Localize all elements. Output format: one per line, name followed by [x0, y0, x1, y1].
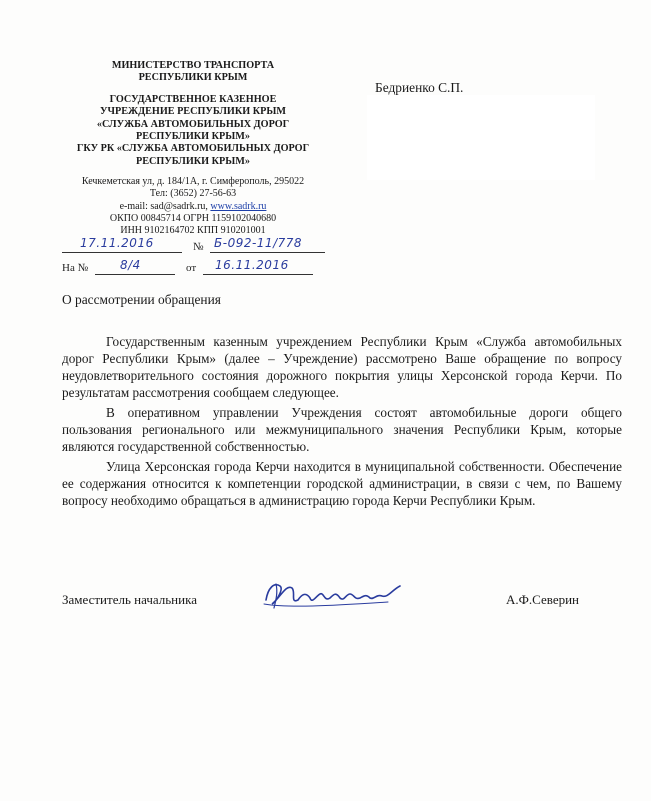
body-paragraph-3: Улица Херсонская города Керчи находится в муниципальной собственности. Обеспечение ее содержания относится к компетенции городской администрации, в связи с чем, по Вашему вопросу необходимо обращаться в администрацию города Керчи Республики Крым. [62, 459, 622, 508]
reply-to-label: На № [62, 262, 89, 274]
from-label: от [186, 262, 197, 274]
body-paragraph-1: Государственным казенным учреждением Республики Крым «Служба автомобильных дорог Республики Крым» (далее – Учреждение) рассмотрено Ваше обращение по вопросу неудовлетворительного состояния дорожного покрытия улицы Херсонской города Керчи. По результатам рассмотрения сообщаем следующее. [62, 334, 622, 400]
redacted-address [367, 95, 595, 180]
reply-date: 16.11.2016 [215, 258, 289, 272]
ministry-line-2: РЕСПУБЛИКИ КРЫМ [138, 72, 248, 84]
address: Кечкеметская ул, д. 184/1А, г. Симферополь, 295022 [81, 176, 305, 188]
okpo-ogrn: ОКПО 00845714 ОГРН 1159102040680 [109, 212, 277, 224]
org-line-4: РЕСПУБЛИКИ КРЫМ» [136, 131, 250, 143]
recipient-name: Бедриенко С.П. [375, 80, 464, 95]
outgoing-date: 17.11.2016 [80, 236, 154, 250]
email: e-mail: sad@sadrk.ru, [119, 200, 208, 212]
short-name-line-2: РЕСПУБЛИКИ КРЫМ» [136, 155, 250, 167]
handwritten-signature [258, 574, 408, 614]
org-line-1: ГОСУДАРСТВЕННОЕ КАЗЕННОЕ [109, 93, 277, 105]
subject-line: О рассмотрении обращения [62, 292, 221, 307]
website-link[interactable]: www.sadrk.ru [210, 200, 267, 212]
inn-kpp: ИНН 9102164702 КПП 910201001 [120, 225, 266, 237]
body-paragraph-2: В оперативном управлении Учреждения состоят автомобильные дороги общего пользования регионального или межмуниципального значения Республики Крым, которые являются государственной собственностью. [62, 405, 622, 454]
reply-to-number: 8/4 [120, 258, 141, 272]
org-line-2: УЧРЕЖДЕНИЕ РЕСПУБЛИКИ КРЫМ [100, 106, 286, 118]
number-label: № [193, 241, 204, 253]
org-line-3: «СЛУЖБА АВТОМОБИЛЬНЫХ ДОРОГ [96, 118, 290, 130]
short-name-line-1: ГКУ РК «СЛУЖБА АВТОМОБИЛЬНЫХ ДОРОГ [76, 143, 310, 155]
outgoing-number: Б-092-11/778 [214, 236, 303, 250]
signatory-name: А.Ф.Северин [506, 592, 580, 607]
letterhead [62, 60, 324, 237]
signatory-title: Заместитель начальника [62, 592, 197, 607]
ministry-line-1: МИНИСТЕРСТВО ТРАНСПОРТА [111, 60, 275, 71]
letter-body [62, 333, 622, 509]
phone: Тел: (3652) 27-56-63 [149, 188, 237, 200]
